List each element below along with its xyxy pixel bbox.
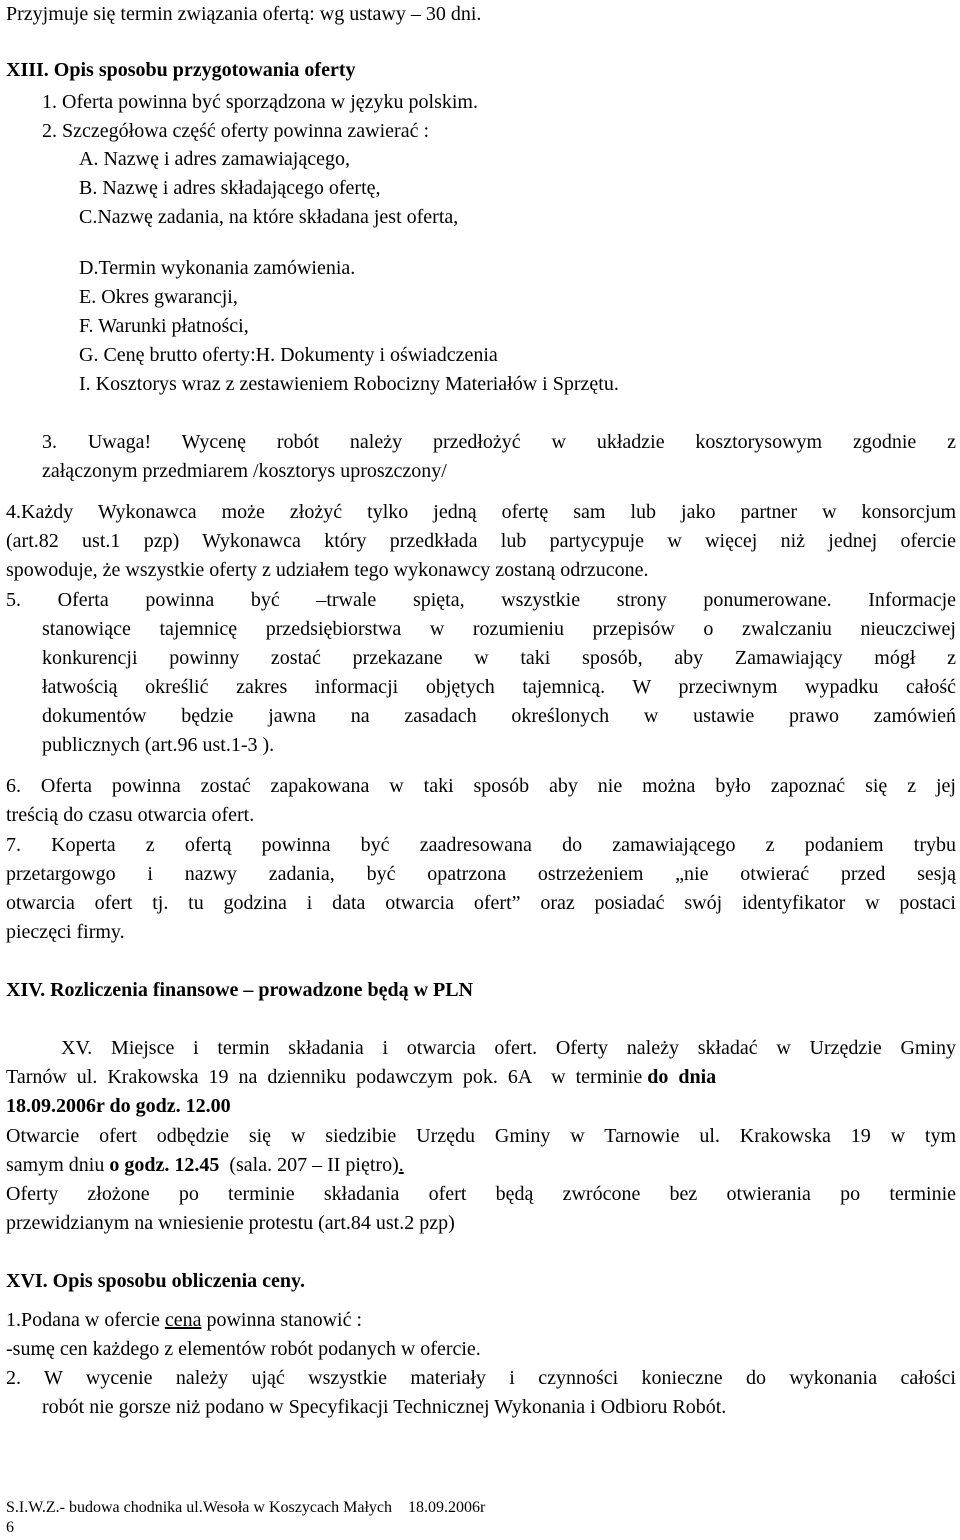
paragraph-line: samym dniu o godz. 12.45 (sala. 207 – II piętro). xyxy=(6,1154,404,1176)
list-item: A. Nazwę i adres zamawiającego, xyxy=(79,148,350,170)
paragraph-line: (art.82 ust.1 pzp) Wykonawca który przedkłada lub partycypuje w więcej niż jednej ofercie xyxy=(6,530,956,552)
deadline-date: 18.09.2006r do godz. 12.00 xyxy=(6,1095,231,1117)
paragraph-line: robót nie gorsze niż podano w Specyfikacji Technicznej Wykonania i Odbioru Robót. xyxy=(42,1396,727,1418)
list-item: 2. Szczegółowa część oferty powinna zawierać : xyxy=(42,120,430,142)
paragraph-line: załączonym przedmiarem /kosztorys uproszczony/ xyxy=(42,460,447,482)
paragraph-line: 4.Każdy Wykonawca może złożyć tylko jedną ofertę sam lub jako partner w konsorcjum xyxy=(6,501,956,523)
list-item: D.Termin wykonania zamówienia. xyxy=(79,257,356,279)
list-item: E. Okres gwarancji, xyxy=(79,286,238,308)
paragraph-line: 5. Oferta powinna być –trwale spięta, wszystkie strony ponumerowane. Informacje xyxy=(6,589,956,611)
paragraph-line: publicznych (art.96 ust.1-3 ). xyxy=(42,734,275,756)
list-item: I. Kosztorys wraz z zestawieniem Robocizny Materiałów i Sprzętu. xyxy=(79,373,619,395)
paragraph-line: stanowiące tajemnicę przedsiębiorstwa w rozumieniu przepisów o zwalczaniu nieuczciwej xyxy=(42,618,956,640)
section-xvi-heading: XVI. Opis sposobu obliczenia ceny. xyxy=(6,1270,305,1292)
paragraph-line: XV. Miejsce i termin składania i otwarcia ofert. Oferty należy składać w Urzędzie Gminy xyxy=(61,1037,956,1059)
list-item: G. Cenę brutto oferty:H. Dokumenty i oświadczenia xyxy=(79,344,498,366)
list-item: 1. Oferta powinna być sporządzona w języku polskim. xyxy=(42,91,478,113)
paragraph-line: konkurencji powinny zostać przekazane w taki sposób, aby Zamawiający mógł z xyxy=(42,647,956,669)
section-xiii-heading: XIII. Opis sposobu przygotowania oferty xyxy=(6,59,356,81)
paragraph-line: otwarcia ofert tj. tu godzina i data otwarcia ofert” oraz posiadać swój identyfikator w postaci xyxy=(6,892,956,914)
section-xiv-heading: XIV. Rozliczenia finansowe – prowadzone będą w PLN xyxy=(6,979,474,1001)
paragraph-line: dokumentów będzie jawna na zasadach określonych w ustawie prawo zamówień xyxy=(42,705,956,727)
paragraph-line: 7. Koperta z ofertą powinna być zaadresowana do zamawiającego z podaniem trybu xyxy=(6,834,956,856)
paragraph-line: 6. Oferta powinna zostać zapakowana w taki sposób aby nie można było zapoznać się z jej xyxy=(6,775,956,797)
list-item: B. Nazwę i adres składającego ofertę, xyxy=(79,177,381,199)
paragraph-line: 1.Podana w ofercie cena powinna stanowić : xyxy=(6,1309,362,1331)
paragraph-line: treścią do czasu otwarcia ofert. xyxy=(6,804,255,826)
binding-period-text: Przyjmuje się termin związania ofertą: wg ustawy – 30 dni. xyxy=(6,3,482,25)
paragraph-line: Tarnów ul. Krakowska 19 na dzienniku podawczym pok. 6A w terminie do dnia xyxy=(6,1066,717,1088)
paragraph-line: -sumę cen każdego z elementów robót podanych w ofercie. xyxy=(6,1338,481,1360)
paragraph-line: Otwarcie ofert odbędzie się w siedzibie Urzędu Gminy w Tarnowie ul. Krakowska 19 w tym xyxy=(6,1125,956,1147)
paragraph-line: przetargowgo i nazwy zadania, być opatrzona ostrzeżeniem „nie otwierać przed sesją xyxy=(6,863,956,885)
paragraph-line: pieczęci firmy. xyxy=(6,921,125,943)
paragraph-line: Oferty złożone po terminie składania ofert będą zwrócone bez otwierania po terminie xyxy=(6,1183,956,1205)
paragraph-line: spowoduje, że wszystkie oferty z udziałem tego wykonawcy zostaną odrzucone. xyxy=(6,559,649,581)
page-footer: S.I.W.Z.- budowa chodnika ul.Wesoła w Koszycach Małych 18.09.2006r xyxy=(6,1499,486,1516)
paragraph-line: przewidzianym na wniesienie protestu (art.84 ust.2 pzp) xyxy=(6,1212,455,1234)
list-item: C.Nazwę zadania, na które składana jest oferta, xyxy=(79,206,459,228)
paragraph-line: 2. W wycenie należy ująć wszystkie materiały i czynności konieczne do wykonania całości xyxy=(6,1367,956,1389)
paragraph-line: łatwością określić zakres informacji objętych tajemnicą. W przeciwnym wypadku całość xyxy=(42,676,956,698)
page-number: 6 xyxy=(6,1519,14,1536)
list-item: F. Warunki płatności, xyxy=(79,315,249,337)
paragraph-line: 3. Uwaga! Wycenę robót należy przedłożyć w układzie kosztorysowym zgodnie z xyxy=(42,431,956,453)
